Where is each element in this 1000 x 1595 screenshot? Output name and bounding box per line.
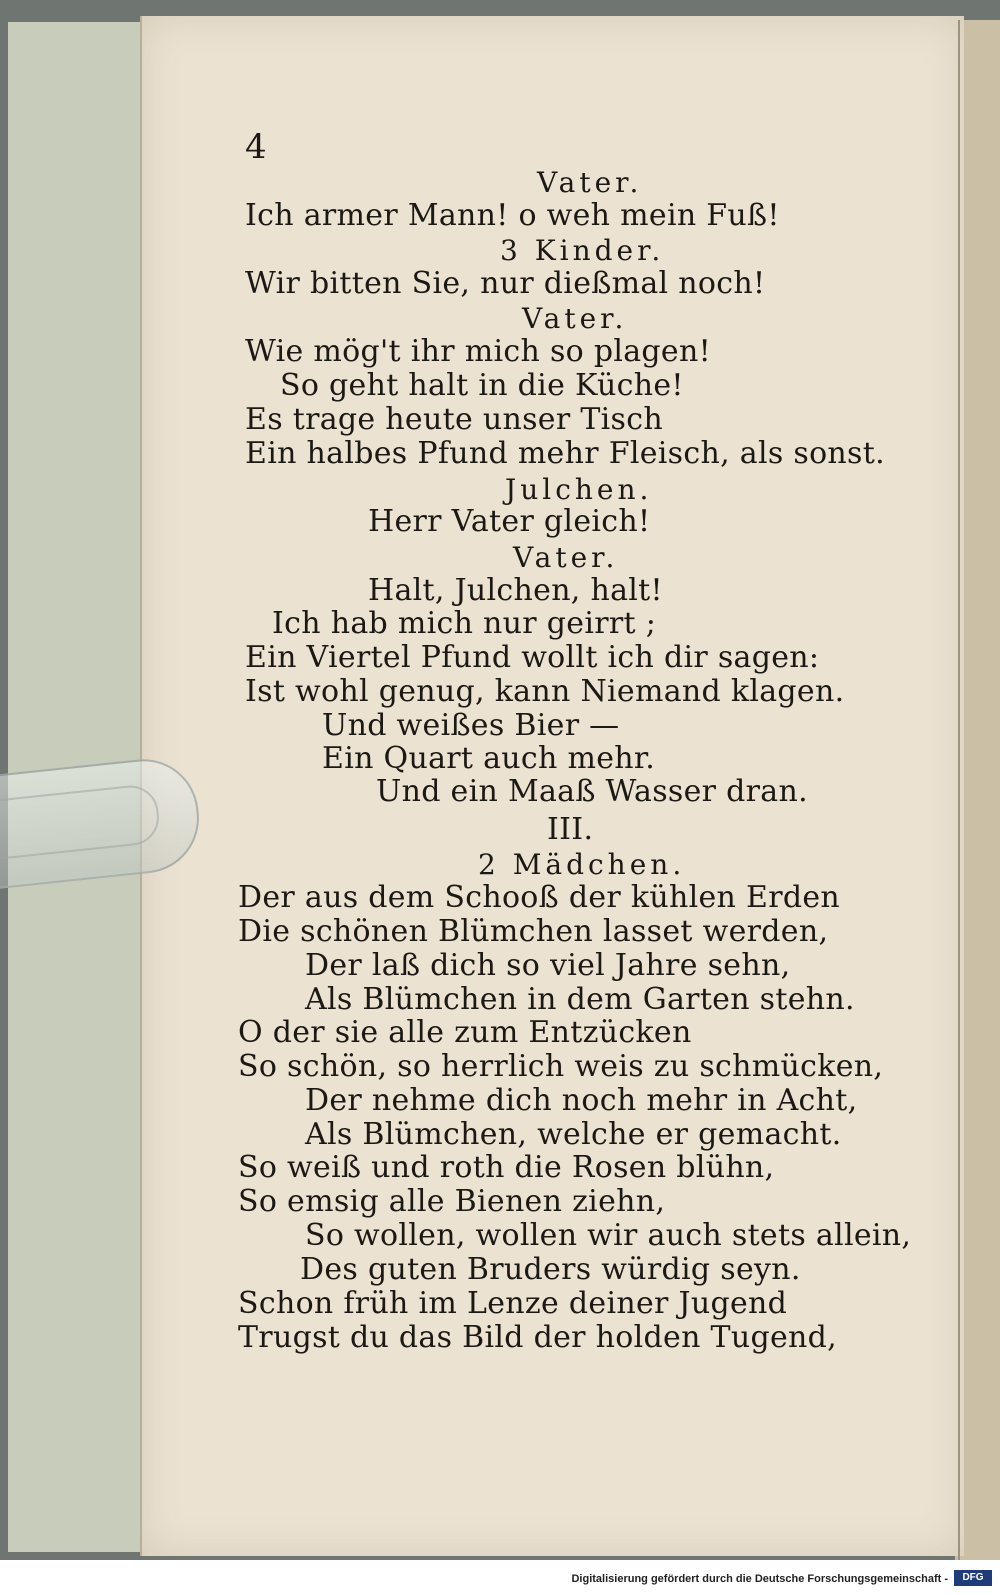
verse-line: Wir bitten Sie, nur dießmal noch!	[245, 266, 766, 301]
verse-line: So weiß und roth die Rosen blühn,	[238, 1150, 775, 1185]
verse-line: Ein Quart auch mehr.	[322, 741, 656, 776]
verse-line: O der sie alle zum Entzücken	[238, 1015, 692, 1050]
section-heading: III.	[547, 812, 594, 847]
verse-line: Die schönen Blümchen lasset werden,	[238, 914, 829, 949]
verse-line: Der aus dem Schooß der kühlen Erden	[238, 880, 841, 915]
verse-line: Schon früh im Lenze deiner Jugend	[238, 1286, 788, 1321]
verse-line: So geht halt in die Küche!	[280, 368, 684, 403]
page-number: 4	[245, 127, 267, 167]
footer-credit: Digitalisierung gefördert durch die Deutsche Forschungsgemeinschaft -	[571, 1573, 948, 1585]
verse-line: Ein Viertel Pfund wollt ich dir sagen:	[245, 640, 820, 675]
speaker-label: 2 Mädchen.	[478, 848, 686, 881]
verse-line: So wollen, wollen wir auch stets allein,	[305, 1218, 912, 1253]
verse-line: Ich armer Mann! o weh mein Fuß!	[245, 198, 780, 233]
speaker-label: Julchen.	[505, 473, 653, 506]
speaker-label: Vater.	[537, 166, 643, 199]
verse-line: Des guten Bruders würdig seyn.	[300, 1252, 801, 1287]
digitization-footer	[0, 1562, 1000, 1595]
verse-line: Ein halbes Pfund mehr Fleisch, als sonst.	[245, 436, 885, 471]
verse-line: Halt, Julchen, halt!	[368, 573, 663, 608]
verse-line: Der laß dich so viel Jahre sehn,	[305, 948, 791, 983]
verse-line: Der nehme dich noch mehr in Acht,	[305, 1083, 858, 1118]
verse-line: Und ein Maaß Wasser dran.	[376, 774, 808, 809]
verse-line: Und weißes Bier —	[322, 708, 620, 743]
verse-line: Als Blümchen, welche er gemacht.	[305, 1117, 842, 1152]
verse-line: So emsig alle Bienen ziehn,	[238, 1184, 666, 1219]
verse-line: Es trage heute unser Tisch	[245, 402, 663, 437]
dfg-logo-icon: DFG	[954, 1570, 992, 1586]
verse-line: Als Blümchen in dem Garten stehn.	[305, 982, 855, 1017]
page-fold-line	[958, 20, 960, 1560]
verse-line: Herr Vater gleich!	[368, 504, 651, 539]
verse-line: Trugst du das Bild der holden Tugend,	[238, 1320, 837, 1355]
verse-line: Wie mög't ihr mich so plagen!	[245, 334, 711, 369]
verse-line: Ist wohl genug, kann Niemand klagen.	[245, 674, 845, 709]
verse-line: Ich hab mich nur geirrt ;	[272, 606, 657, 641]
verse-line: So schön, so herrlich weis zu schmücken,	[238, 1049, 884, 1084]
speaker-label: 3 Kinder.	[500, 234, 665, 267]
speaker-label: Vater.	[513, 541, 619, 574]
speaker-label: Vater.	[522, 302, 628, 335]
